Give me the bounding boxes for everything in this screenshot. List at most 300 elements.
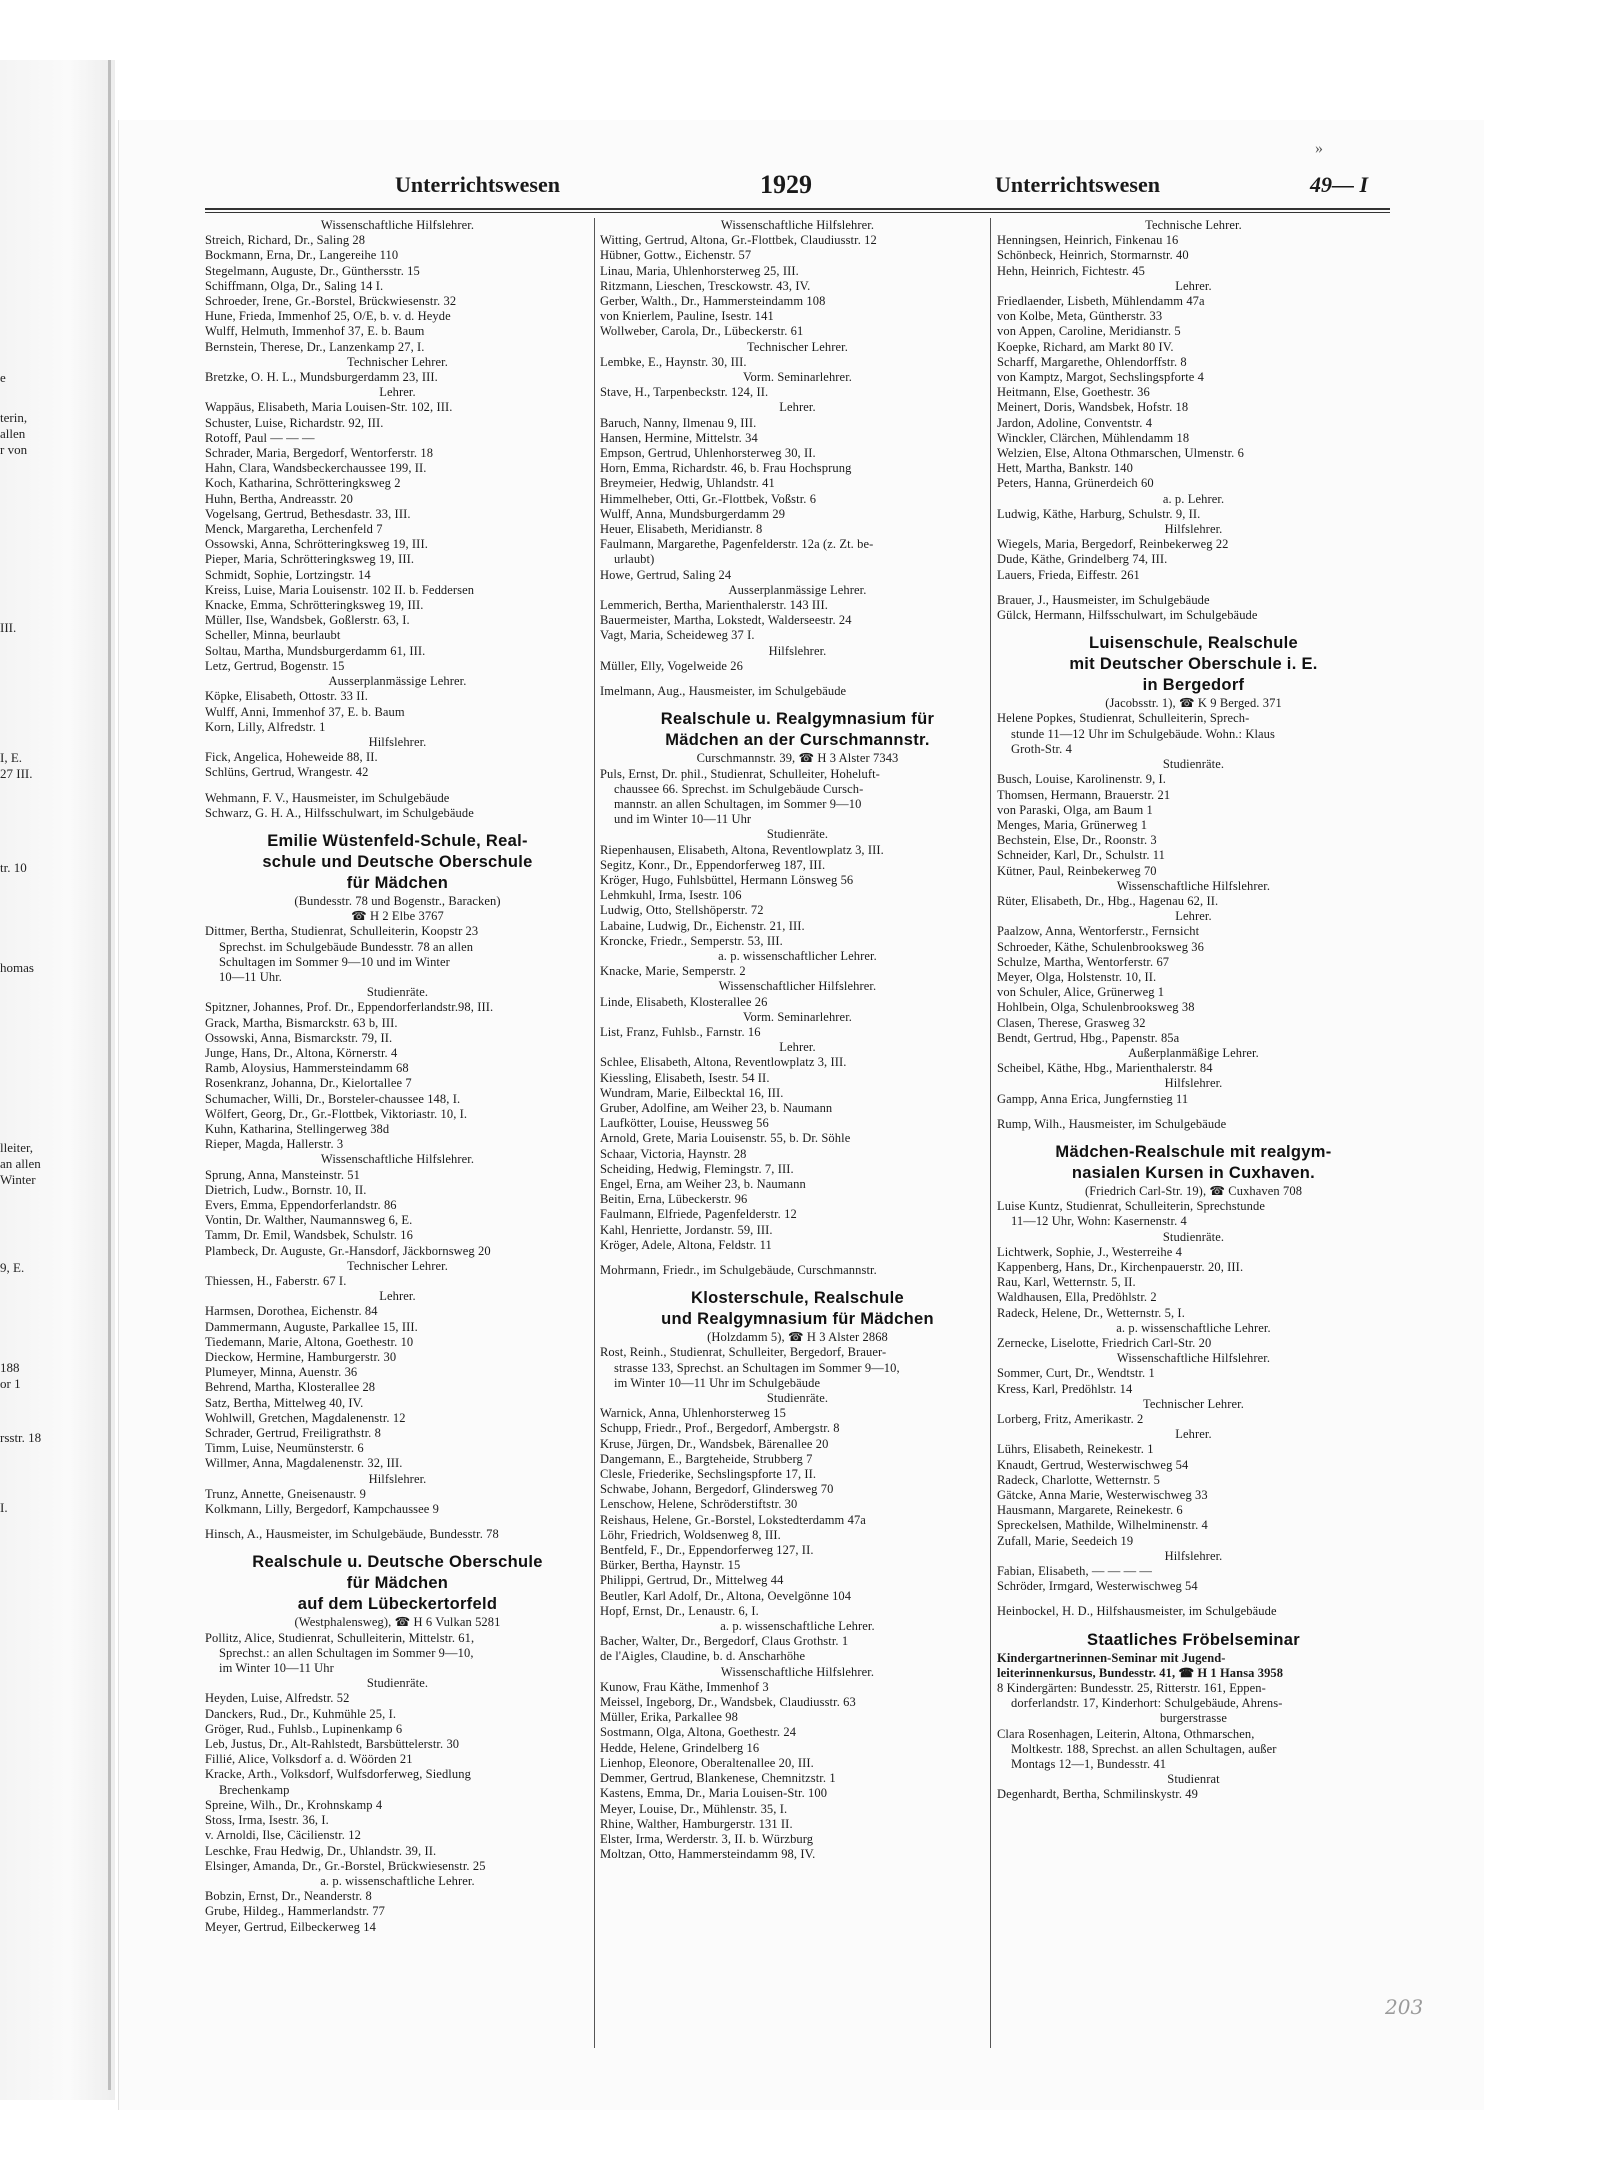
directory-entry: Schlüns, Gertrud, Wrangestr. 42 xyxy=(205,765,369,780)
subsection-heading: Wissenschaftliche Hilfslehrer. xyxy=(1116,1351,1271,1366)
directory-entry: Schumacher, Willi, Dr., Borsteler-chaussee 148, I. xyxy=(205,1091,461,1106)
directory-entry: Knaudt, Gertrud, Westerwischweg 54 xyxy=(997,1457,1189,1472)
subsection-heading: Studienräte. xyxy=(366,1676,429,1691)
subsection-heading: (Bundesstr. 78 und Bogenstr., Baracken) xyxy=(294,893,501,908)
directory-entry: Lehmkuhl, Irma, Isestr. 106 xyxy=(600,888,742,903)
section-heading: Emilie Wüstenfeld-Schule, Real- xyxy=(267,831,528,850)
header-right-title: Unterrichtswesen xyxy=(995,172,1160,197)
header-year: 1929 xyxy=(760,170,812,199)
directory-entry: Behrend, Martha, Klosterallee 28 xyxy=(205,1380,376,1395)
directory-entry: Rosenkranz, Johanna, Dr., Kielortallee 7 xyxy=(205,1076,412,1091)
directory-entry: Bendt, Gertrud, Hbg., Papenstr. 85a xyxy=(997,1030,1180,1045)
directory-entry: Spitzner, Johannes, Prof. Dr., Eppendorferlandstr.98, III. xyxy=(205,1000,494,1015)
directory-entry: Clasen, Therese, Grasweg 32 xyxy=(997,1015,1146,1030)
directory-entry: von Appen, Caroline, Meridianstr. 5 xyxy=(997,324,1181,339)
directory-entry: Harmsen, Dorothea, Eichenstr. 84 xyxy=(205,1304,378,1319)
directory-entry: Imelmann, Aug., Hausmeister, im Schulgebäude xyxy=(600,684,847,699)
directory-entry: Gampp, Anna Erica, Jungfernstieg 11 xyxy=(997,1091,1189,1106)
subsection-heading: Hilfslehrer. xyxy=(1164,522,1223,537)
directory-entry: Scheller, Minna, beurlaubt xyxy=(205,628,341,643)
subsection-heading: Technische Lehrer. xyxy=(1145,218,1242,232)
directory-entry: Bretzke, O. H. L., Mundsburgerdamm 23, III. xyxy=(205,370,438,385)
spacer xyxy=(997,583,1390,593)
directory-entry: stunde 11—12 Uhr im Schulgebäude. Wohn.: Klaus xyxy=(1011,726,1275,741)
directory-entry: im Winter 10—11 Uhr xyxy=(219,1661,334,1676)
directory-entry: mannstr. an allen Schultagen, im Sommer 9—10 xyxy=(614,796,862,811)
subsection-heading: Hilfslehrer. xyxy=(368,734,427,749)
directory-entry: Dude, Käthe, Grindelberg 74, III. xyxy=(997,552,1168,567)
directory-entry: Lorberg, Fritz, Amerikastr. 2 xyxy=(997,1412,1144,1427)
previous-page-text: rsstr. 18 xyxy=(0,1430,42,1445)
section-heading: und Realgymnasium für Mädchen xyxy=(661,1310,934,1329)
directory-entry: dorferlandstr. 17, Kinderhort: Schulgebäude, Ahrens- xyxy=(1011,1696,1283,1711)
directory-entry: Heyden, Luise, Alfredstr. 52 xyxy=(205,1691,350,1706)
directory-entry: Philippi, Gertrud, Dr., Mittelweg 44 xyxy=(600,1573,784,1588)
directory-entry: Kappenberg, Hans, Dr., Kirchenpauerstr. 20, III. xyxy=(997,1259,1244,1274)
directory-entry: Rüter, Elisabeth, Dr., Hbg., Hagenau 62, II. xyxy=(997,893,1219,908)
directory-entry: Schiffmann, Olga, Dr., Saling 14 I. xyxy=(205,278,384,293)
subsection-heading: (Holzdamm 5), ☎ H 3 Alster 2868 xyxy=(707,1330,888,1345)
subsection-heading: Wissenschaftliche Hilfslehrer. xyxy=(720,218,875,232)
directory-entry: Clesle, Friederike, Sechslingspforte 17, II. xyxy=(600,1467,817,1482)
directory-entry: Kracke, Arth., Volksdorf, Wulfsdorferweg, Siedlung xyxy=(205,1767,471,1782)
directory-entry: Brechenkamp xyxy=(219,1782,290,1797)
directory-entry: Segitz, Konr., Dr., Eppendorferweg 187, III. xyxy=(600,857,826,872)
subsection-heading: Ausserplanmässige Lehrer. xyxy=(328,674,467,689)
directory-entry: Kiessling, Elisabeth, Isestr. 54 II. xyxy=(600,1070,770,1085)
spacer xyxy=(600,699,995,709)
subsection-heading: Vorm. Seminarlehrer. xyxy=(742,370,853,385)
section-heading: schule und Deutsche Oberschule xyxy=(262,852,533,871)
handwritten-page-annotation: 203 xyxy=(1385,1995,1424,2019)
directory-entry: Luise Kuntz, Studienrat, Schulleiterin, Sprechstunde xyxy=(997,1199,1265,1214)
subsection-heading: (Westphalensweg), ☎ H 6 Vulkan 5281 xyxy=(294,1615,501,1630)
directory-entry: Kroncke, Friedr., Semperstr. 53, III. xyxy=(600,933,783,948)
directory-entry: Gätcke, Anna Marie, Westerwischweg 33 xyxy=(997,1488,1208,1503)
directory-entry: Schuster, Luise, Richardstr. 92, III. xyxy=(205,415,384,430)
spacer xyxy=(997,1620,1390,1630)
directory-entry: Witting, Gertrud, Altona, Gr.-Flottbek, Claudiusstr. 12 xyxy=(600,233,877,248)
directory-entry: Waldhausen, Ella, Predöhlstr. 2 xyxy=(997,1290,1157,1305)
header-page-number: 49— I xyxy=(1310,172,1369,197)
directory-entry: Korn, Lilly, Alfredstr. 1 xyxy=(205,719,326,734)
section-heading: in Bergedorf xyxy=(1142,676,1245,695)
directory-entry: de l'Aigles, Claudine, b. d. Anscharhöhe xyxy=(600,1649,806,1664)
directory-entry: 10—11 Uhr. xyxy=(219,969,283,984)
directory-entry: Sostmann, Olga, Altona, Goethestr. 24 xyxy=(600,1725,797,1740)
column-divider xyxy=(990,218,991,2048)
directory-entry: Evers, Emma, Eppendorferlandstr. 86 xyxy=(205,1197,397,1212)
directory-entry: Knacke, Marie, Semperstr. 2 xyxy=(600,964,746,979)
directory-entry: Satz, Bertha, Mittelweg 40, IV. xyxy=(205,1395,364,1410)
directory-entry: Scheiding, Hedwig, Flemingstr. 7, III. xyxy=(600,1161,794,1176)
directory-entry: von Kamptz, Margot, Sechslingspforte 4 xyxy=(997,370,1205,385)
directory-entry: Huhn, Bertha, Andreasstr. 20 xyxy=(205,491,353,506)
directory-entry: Hansen, Hermine, Mittelstr. 34 xyxy=(600,430,758,445)
directory-entry: Meyer, Olga, Holstenstr. 10, II. xyxy=(997,969,1157,984)
directory-entry: Bauermeister, Martha, Lokstedt, Walderseestr. 24 xyxy=(600,613,852,628)
directory-entry: Dittmer, Bertha, Studienrat, Schulleiterin, Koopstr 23 xyxy=(205,924,479,939)
directory-entry: Fick, Angelica, Hoheweide 88, II. xyxy=(205,750,378,765)
subsection-heading: Technischer Lehrer. xyxy=(347,1258,448,1273)
directory-entry: Vontin, Dr. Walther, Naumannsweg 6, E. xyxy=(205,1213,413,1228)
directory-entry: chaussee 66. Sprechst. im Schulgebäude Cursch- xyxy=(614,781,864,796)
header-rule xyxy=(205,208,1390,213)
directory-entry: Groth-Str. 4 xyxy=(1011,741,1072,756)
directory-entry: Heitmann, Else, Goethestr. 36 xyxy=(997,385,1150,400)
directory-entry: Labaine, Ludwig, Dr., Eichenstr. 21, III. xyxy=(600,918,805,933)
directory-entry: Hausmann, Margarete, Reinekestr. 6 xyxy=(997,1503,1183,1518)
directory-entry: Spreckelsen, Mathilde, Wilhelminenstr. 4 xyxy=(997,1518,1208,1533)
directory-entry: Leschke, Frau Hedwig, Dr., Uhlandstr. 39, II. xyxy=(205,1843,437,1858)
subsection-heading: a. p. wissenschaftliche Lehrer. xyxy=(1116,1320,1271,1335)
directory-entry: Reishaus, Helene, Gr.-Borstel, Lokstedterdamm 47a xyxy=(600,1512,866,1527)
previous-page-text: Winter xyxy=(0,1172,36,1187)
column-3 xyxy=(997,218,1390,2078)
subsection-heading: Hilfslehrer. xyxy=(368,1471,427,1486)
directory-entry: Schmidt, Sophie, Lortzingstr. 14 xyxy=(205,567,371,582)
directory-entry: Friedlaender, Lisbeth, Mühlendamm 47a xyxy=(997,294,1205,309)
directory-entry: Schroeder, Käthe, Schulenbrooksweg 36 xyxy=(997,939,1204,954)
directory-entry: Löhr, Friedrich, Woldsenweg 8, III. xyxy=(600,1527,781,1542)
directory-entry: Meissel, Ingeborg, Dr., Wandsbek, Claudiusstr. 63 xyxy=(600,1695,856,1710)
directory-entry: Arnold, Grete, Maria Louisenstr. 55, b. Dr. Söhle xyxy=(600,1131,851,1146)
subsection-heading: (Jacobsstr. 1), ☎ K 9 Berged. 371 xyxy=(1105,696,1282,711)
directory-entry: Schwabe, Johann, Bergedorf, Glindersweg 70 xyxy=(600,1482,834,1497)
directory-entry: Breymeier, Hedwig, Uhlandstr. 41 xyxy=(600,476,775,491)
directory-entry: Thomsen, Hermann, Brauerstr. 21 xyxy=(997,787,1171,802)
directory-entry: Wollweber, Carola, Dr., Lübeckerstr. 61 xyxy=(600,324,804,339)
directory-entry: Ramb, Aloysius, Hammersteindamm 68 xyxy=(205,1061,409,1076)
directory-entry: Montags 12—1, Bundesstr. 41 xyxy=(1011,1757,1167,1772)
subsection-heading: Technischer Lehrer. xyxy=(1143,1396,1244,1411)
directory-entry: Spreine, Wilh., Dr., Krohnskamp 4 xyxy=(205,1797,383,1812)
directory-entry: Baruch, Nanny, Ilmenau 9, III. xyxy=(600,415,757,430)
directory-entry: Wehmann, F. V., Hausmeister, im Schulgebäude xyxy=(205,790,450,805)
directory-entry: Mohrmann, Friedr., im Schulgebäude, Curschmannstr. xyxy=(600,1263,877,1277)
directory-entry: Wappäus, Elisabeth, Maria Louisen-Str. 102, III. xyxy=(205,400,453,415)
column-2 xyxy=(600,218,995,2078)
directory-entry: Lauers, Frieda, Eiffestr. 261 xyxy=(997,567,1140,582)
directory-entry: Schroeder, Irene, Gr.-Borstel, Brückwiesenstr. 32 xyxy=(205,294,457,309)
directory-entry: Bentfeld, F., Dr., Eppendorferweg 127, II. xyxy=(600,1543,814,1558)
directory-entry: Bobzin, Ernst, Dr., Neanderstr. 8 xyxy=(205,1889,372,1904)
directory-entry: Himmelheber, Otti, Gr.-Flottbek, Voßstr. 6 xyxy=(600,491,817,506)
directory-entry: Sprechst. im Schulgebäude Bundesstr. 78 an allen xyxy=(219,939,474,954)
previous-page-text: I. xyxy=(0,1500,8,1515)
directory-entry: Kruse, Jürgen, Dr., Wandsbek, Bärenallee 20 xyxy=(600,1436,829,1451)
directory-entry: Fillié, Alice, Volksdorf a. d. Wöörden 21 xyxy=(205,1752,413,1767)
section-heading: für Mädchen xyxy=(346,1574,449,1593)
section-heading: Klosterschule, Realschule xyxy=(691,1289,904,1308)
subsection-heading: Hilfslehrer. xyxy=(1164,1076,1223,1091)
directory-entry: Thiessen, H., Faberstr. 67 I. xyxy=(205,1274,347,1288)
directory-entry: Kahl, Henriette, Jordanstr. 59, III. xyxy=(600,1222,773,1237)
directory-entry: v. Arnoldi, Ilse, Cäcilienstr. 12 xyxy=(205,1828,361,1843)
directory-entry: Hune, Frieda, Immenhof 25, O/E, b. v. d. Heyde xyxy=(205,309,451,324)
section-heading: Luisenschule, Realschule xyxy=(1089,634,1298,653)
directory-entry: Linde, Elisabeth, Klosterallee 26 xyxy=(600,994,768,1009)
directory-entry: Müller, Elly, Vogelweide 26 xyxy=(600,658,743,673)
directory-entry: Rump, Wilh., Hausmeister, im Schulgebäude xyxy=(997,1116,1227,1131)
directory-entry: Müller, Ilse, Wandsbek, Goßlerstr. 63, I. xyxy=(205,613,410,628)
directory-entry: Schultagen im Sommer 9—10 und im Winter xyxy=(219,954,450,969)
directory-entry: Wölfert, Georg, Dr., Gr.-Flottbek, Viktoriastr. 10, I. xyxy=(205,1106,468,1121)
subsection-heading: Wissenschaftliche Hilfslehrer. xyxy=(320,218,475,232)
directory-entry: Wiegels, Maria, Bergedorf, Reinbekerweg 22 xyxy=(997,537,1229,552)
directory-entry: Radeck, Helene, Dr., Wetternstr. 5, I. xyxy=(997,1305,1185,1320)
directory-entry: Scheibel, Käthe, Hbg., Marienthalerstr. 84 xyxy=(997,1061,1213,1076)
directory-entry: von Knierlem, Pauline, Isestr. 141 xyxy=(600,309,774,324)
directory-entry: Plambeck, Dr. Auguste, Gr.-Hansdorf, Jäckbornsweg 20 xyxy=(205,1243,491,1258)
directory-entry: Elster, Irma, Werderstr. 3, II. b. Würzburg xyxy=(600,1831,814,1846)
previous-page-text: r von xyxy=(0,442,28,457)
subsection-heading: Studienräte. xyxy=(1162,1229,1225,1244)
subsection-heading: a. p. Lehrer. xyxy=(1162,491,1225,506)
previous-page-text: lleiter, xyxy=(0,1140,34,1155)
subsection-heading: Lehrer. xyxy=(1175,1427,1212,1442)
directory-entry: Schupp, Friedr., Prof., Bergedorf, Ambergstr. 8 xyxy=(600,1421,840,1436)
directory-entry: Faulmann, Margarethe, Pagenfelderstr. 12a (z. Zt. be- xyxy=(600,537,874,552)
spacer xyxy=(205,781,590,791)
directory-entry: Hohlbein, Olga, Schulenbrooksweg 38 xyxy=(997,1000,1195,1015)
directory-entry: Timm, Luise, Neumünsterstr. 6 xyxy=(205,1441,364,1456)
directory-entry: Helene Popkes, Studienrat, Schulleiterin, Sprech- xyxy=(997,711,1250,726)
previous-page-text: allen xyxy=(0,426,26,441)
corner-mark: » xyxy=(1315,140,1323,157)
directory-entry: Schneider, Karl, Dr., Schulstr. 11 xyxy=(997,848,1166,863)
directory-entry: Peters, Hanna, Grünerdeich 60 xyxy=(997,476,1154,491)
directory-entry: Wulff, Anna, Mundsburgerdamm 29 xyxy=(600,506,786,521)
directory-entry: Meinert, Doris, Wandsbek, Hofstr. 18 xyxy=(997,400,1189,415)
directory-entry: Streich, Richard, Dr., Saling 28 xyxy=(205,233,366,248)
directory-entry: Sommer, Curt, Dr., Wendtstr. 1 xyxy=(997,1366,1155,1381)
directory-entry: Kolkmann, Lilly, Bergedorf, Kampchaussee 9 xyxy=(205,1502,440,1517)
directory-entry: Bockmann, Erna, Dr., Langereihe 110 xyxy=(205,248,399,263)
spacer xyxy=(205,1517,590,1527)
spacer xyxy=(600,1253,995,1263)
subsection-heading: Studienräte. xyxy=(766,1391,829,1406)
directory-entry: Rost, Reinh., Studienrat, Schulleiter, Bergedorf, Brauer- xyxy=(600,1345,887,1360)
directory-entry: Lemmerich, Bertha, Marienthalerstr. 143 III. xyxy=(600,598,828,613)
directory-entry: Ritzmann, Lieschen, Tresckowstr. 43, IV. xyxy=(600,278,811,293)
directory-entry: Hehn, Heinrich, Fichtestr. 45 xyxy=(997,263,1146,278)
directory-entry: Moltkestr. 188, Sprechst. an allen Schultagen, außer xyxy=(1011,1741,1277,1756)
directory-entry: Kress, Karl, Predöhlstr. 14 xyxy=(997,1381,1133,1396)
previous-page-text: I, E. xyxy=(0,750,23,765)
directory-entry: Hübner, Gottw., Eichenstr. 57 xyxy=(600,248,752,263)
previous-page-text: homas xyxy=(0,960,34,975)
subsection-heading: Technischer Lehrer. xyxy=(347,354,448,369)
directory-entry: Rotoff, Paul — — — xyxy=(205,430,315,445)
directory-entry: Heuer, Elisabeth, Meridianstr. 8 xyxy=(600,522,763,537)
subsection-heading: Studienräte. xyxy=(766,827,829,842)
directory-entry: Dieckow, Hermine, Hamburgerstr. 30 xyxy=(205,1350,397,1365)
directory-entry: Tiedemann, Marie, Altona, Goethestr. 10 xyxy=(205,1334,414,1349)
subsection-heading: Lehrer. xyxy=(779,1040,816,1055)
directory-entry: Linau, Maria, Uhlenhorsterweg 25, III. xyxy=(600,263,799,278)
running-header xyxy=(270,172,1395,202)
directory-entry: Gerber, Walth., Dr., Hammersteindamm 108 xyxy=(600,294,826,309)
column-1 xyxy=(205,218,590,2078)
directory-entry: Plumeyer, Minna, Auenstr. 36 xyxy=(205,1365,358,1380)
section-heading: auf dem Lübeckertorfeld xyxy=(297,1595,498,1614)
directory-entry: und im Winter 10—11 Uhr xyxy=(614,812,752,827)
directory-entry: 8 Kindergärten: Bundesstr. 25, Ritterstr. 161, Eppen- xyxy=(997,1681,1266,1696)
previous-page-text: an allen xyxy=(0,1156,41,1171)
directory-entry: Henningsen, Heinrich, Finkenau 16 xyxy=(997,233,1179,248)
directory-entry: Pieper, Maria, Schrötteringksweg 19, III. xyxy=(205,552,415,567)
section-heading: für Mädchen xyxy=(346,873,449,892)
directory-entry: Bernstein, Therese, Dr., Lanzenkamp 27, I. xyxy=(205,339,425,354)
subsection-heading: (Friedrich Carl-Str. 19), ☎ Cuxhaven 708 xyxy=(1084,1183,1303,1198)
subsection-heading: Lehrer. xyxy=(379,385,416,400)
directory-entry: Kunow, Frau Käthe, Immenhof 3 xyxy=(600,1679,769,1694)
directory-entry: Stave, H., Tarpenbeckstr. 124, II. xyxy=(600,385,769,400)
directory-entry: Koepke, Richard, am Markt 80 IV. xyxy=(997,339,1174,354)
directory-entry: Faulmann, Elfriede, Pagenfelderstr. 12 xyxy=(600,1207,797,1222)
spacer xyxy=(205,1542,590,1552)
directory-entry: Knacke, Emma, Schrötteringksweg 19, III. xyxy=(205,598,424,613)
directory-entry: Rau, Karl, Wetternstr. 5, II. xyxy=(997,1275,1136,1290)
subsection-heading: Studienräte. xyxy=(1162,757,1225,772)
directory-entry: Grack, Martha, Bismarckstr. 63 b, III. xyxy=(205,1015,398,1030)
subsection-heading: a. p. wissenschaftliche Lehrer. xyxy=(720,1619,875,1634)
directory-entry: Willmer, Anna, Magdalenenstr. 32, III. xyxy=(205,1456,403,1471)
directory-entry: Danckers, Rud., Dr., Kuhmühle 25, I. xyxy=(205,1706,397,1721)
directory-entry: Radeck, Charlotte, Wetternstr. 5 xyxy=(997,1472,1161,1487)
directory-entry: Wulff, Helmuth, Immenhof 37, E. b. Baum xyxy=(205,324,425,339)
section-heading: Realschule u. Deutsche Oberschule xyxy=(252,1553,543,1572)
directory-entry: Dammermann, Auguste, Parkallee 15, III. xyxy=(205,1319,418,1334)
previous-page-text: 9, E. xyxy=(0,1260,25,1275)
section-heading: Realschule u. Realgymnasium für xyxy=(660,710,935,729)
section-heading: mit Deutscher Oberschule i. E. xyxy=(1069,655,1318,674)
subsection-heading: Wissenschaftlicher Hilfslehrer. xyxy=(718,979,877,994)
directory-entry: Winckler, Clärchen, Mühlendamm 18 xyxy=(997,430,1190,445)
directory-entry: Stegelmann, Auguste, Dr., Günthersstr. 15 xyxy=(205,263,420,278)
subsection-heading: Vorm. Seminarlehrer. xyxy=(742,1009,853,1024)
directory-entry: Köpke, Elisabeth, Ottostr. 33 II. xyxy=(205,689,368,704)
directory-entry: Kütner, Paul, Reinbekerweg 70 xyxy=(997,863,1157,878)
directory-entry: Howe, Gertrud, Saling 24 xyxy=(600,567,732,582)
directory-entry: Degenhardt, Bertha, Schmilinskystr. 49 xyxy=(997,1787,1198,1802)
directory-entry: Gruber, Adolfine, am Weiher 23, b. Naumann xyxy=(600,1100,833,1115)
directory-entry: Lembke, E., Haynstr. 30, III. xyxy=(600,354,747,369)
subsection-heading: burgerstrasse xyxy=(1159,1711,1228,1726)
subsection-heading: Außerplanmäßige Lehrer. xyxy=(1128,1045,1259,1060)
directory-entry: Hett, Martha, Bankstr. 140 xyxy=(997,461,1133,476)
subsection-heading: Hilfslehrer. xyxy=(768,643,827,658)
directory-entry: leiterinnenkursus, Bundesstr. 41, ☎ H 1 Hansa 3958 xyxy=(997,1665,1284,1680)
directory-entry: Meyer, Louise, Dr., Mühlenstr. 35, I. xyxy=(600,1801,788,1816)
subsection-heading: Lehrer. xyxy=(1175,909,1212,924)
directory-entry: Schlee, Elisabeth, Altona, Reventlowplatz 3, III. xyxy=(600,1055,847,1070)
directory-entry: Sprung, Anna, Mansteinstr. 51 xyxy=(205,1167,360,1182)
directory-entry: strasse 133, Sprechst. an Schultagen im Sommer 9—10, xyxy=(614,1360,900,1375)
directory-entry: Menges, Maria, Grünerweg 1 xyxy=(997,817,1148,832)
directory-entry: Puls, Ernst, Dr. phil., Studienrat, Schulleiter, Hoheluft- xyxy=(600,766,880,781)
directory-entry: Hedde, Helene, Grindelberg 16 xyxy=(600,1740,760,1755)
directory-entry: Gülck, Hermann, Hilfsschulwart, im Schulgebäude xyxy=(997,608,1258,623)
directory-entry: Kreiss, Luise, Maria Louisenstr. 102 II. b. Feddersen xyxy=(205,582,475,597)
previous-page-text: III. xyxy=(0,620,17,635)
directory-entry: Tamm, Dr. Emil, Wandsbek, Schulstr. 16 xyxy=(205,1228,413,1243)
directory-entry: Bechstein, Else, Dr., Roonstr. 3 xyxy=(997,833,1157,848)
directory-entry: von Paraski, Olga, am Baum 1 xyxy=(997,802,1153,817)
directory-entry: Schwarz, G. H. A., Hilfsschulwart, im Schulgebäude xyxy=(205,805,474,820)
section-heading: Mädchen an der Curschmannstr. xyxy=(665,731,930,750)
directory-entry: Lenschow, Helene, Schröderstiftstr. 30 xyxy=(600,1497,798,1512)
directory-entry: Wohlwill, Gretchen, Magdalenenstr. 12 xyxy=(205,1410,406,1425)
directory-entry: Leb, Justus, Dr., Alt-Rahlstedt, Barsbüttelerstr. 30 xyxy=(205,1737,460,1752)
previous-page-text: 188 xyxy=(0,1360,20,1375)
section-heading: Staatliches Fröbelseminar xyxy=(1087,1630,1300,1649)
directory-entry: Rhine, Walther, Hamburgerstr. 131 II. xyxy=(600,1816,793,1831)
directory-entry: Brauer, J., Hausmeister, im Schulgebäude xyxy=(997,592,1210,607)
directory-entry: Vagt, Maria, Scheideweg 37 I. xyxy=(600,628,755,643)
directory-entry: Vogelsang, Gertrud, Bethesdastr. 33, III. xyxy=(205,506,411,521)
spacer xyxy=(600,674,995,684)
book-gutter xyxy=(108,60,111,2090)
directory-entry: Rieper, Magda, Hallerstr. 3 xyxy=(205,1137,344,1152)
directory-entry: Paalzow, Anna, Wentorferstr., Fernsicht xyxy=(997,924,1200,939)
directory-entry: Ludwig, Otto, Stellshöperstr. 72 xyxy=(600,903,764,918)
subsection-heading: ☎ H 2 Elbe 3767 xyxy=(351,909,444,924)
directory-entry: Horn, Emma, Richardstr. 46, b. Frau Hochsprung xyxy=(600,461,852,476)
directory-entry: Moltzan, Otto, Hammersteindamm 98, IV. xyxy=(600,1847,816,1862)
directory-entry: Demmer, Gertrud, Blankenese, Chemnitzstr. 1 xyxy=(600,1771,836,1786)
directory-entry: Schulze, Martha, Wentorferstr. 67 xyxy=(997,954,1170,969)
directory-entry: Bürker, Bertha, Haynstr. 15 xyxy=(600,1558,741,1573)
directory-entry: Müller, Erika, Parkallee 98 xyxy=(600,1710,738,1725)
directory-entry: Schrader, Maria, Bergedorf, Wentorferstr. 18 xyxy=(205,446,434,461)
directory-entry: Hahn, Clara, Wandsbeckerchaussee 199, II. xyxy=(205,461,427,476)
directory-entry: Ossowski, Anna, Bismarckstr. 79, II. xyxy=(205,1030,393,1045)
header-left-title: Unterrichtswesen xyxy=(395,172,560,197)
subsection-heading: Wissenschaftliche Hilfslehrer. xyxy=(720,1664,875,1679)
subsection-heading: Hilfslehrer. xyxy=(1164,1548,1223,1563)
directory-entry: Lichtwerk, Sophie, J., Westerreihe 4 xyxy=(997,1244,1182,1259)
column-divider xyxy=(594,218,595,2048)
directory-entry: Kindergartnerinnen-Seminar mit Jugend- xyxy=(997,1650,1226,1665)
directory-entry: Zernecke, Liselotte, Friedrich Carl-Str. 20 xyxy=(997,1336,1212,1350)
subsection-heading: Curschmannstr. 39, ☎ H 3 Alster 7343 xyxy=(696,751,899,766)
directory-entry: Lührs, Elisabeth, Reinekestr. 1 xyxy=(997,1442,1154,1457)
directory-entry: urlaubt) xyxy=(614,552,655,567)
directory-entry: Empson, Gertrud, Uhlenhorsterweg 30, II. xyxy=(600,446,816,461)
subsection-heading: Lehrer. xyxy=(1175,278,1212,293)
previous-page-text: 27 III. xyxy=(0,766,33,781)
previous-page-text: or 1 xyxy=(0,1376,21,1391)
directory-entry: Ludwig, Käthe, Harburg, Schulstr. 9, II. xyxy=(997,506,1201,521)
subsection-heading: Wissenschaftliche Hilfslehrer. xyxy=(320,1152,475,1167)
directory-entry: Junge, Hans, Dr., Altona, Körnerstr. 4 xyxy=(205,1045,398,1060)
spacer xyxy=(997,1132,1390,1142)
directory-entry: Hinsch, A., Hausmeister, im Schulgebäude, Bundesstr. 78 xyxy=(205,1527,499,1542)
previous-page-text: e xyxy=(0,370,6,385)
spacer xyxy=(997,623,1390,633)
directory-entry: Koch, Katharina, Schrötteringksweg 2 xyxy=(205,476,401,491)
directory-entry: Letz, Gertrud, Bogenstr. 15 xyxy=(205,658,345,673)
directory-entry: Warnick, Anna, Uhlenhorsterweg 15 xyxy=(600,1406,786,1421)
directory-entry: Jardon, Adoline, Conventstr. 4 xyxy=(997,415,1153,430)
directory-entry: Lienhop, Eleonore, Oberaltenallee 20, III. xyxy=(600,1755,814,1770)
directory-entry: Meyer, Gertrud, Eilbeckerweg 14 xyxy=(205,1919,376,1934)
directory-entry: List, Franz, Fuhlsb., Farnstr. 16 xyxy=(600,1024,761,1039)
spacer xyxy=(600,1278,995,1288)
directory-entry: Heinbockel, H. D., Hilfshausmeister, im Schulgebäude xyxy=(997,1604,1277,1619)
